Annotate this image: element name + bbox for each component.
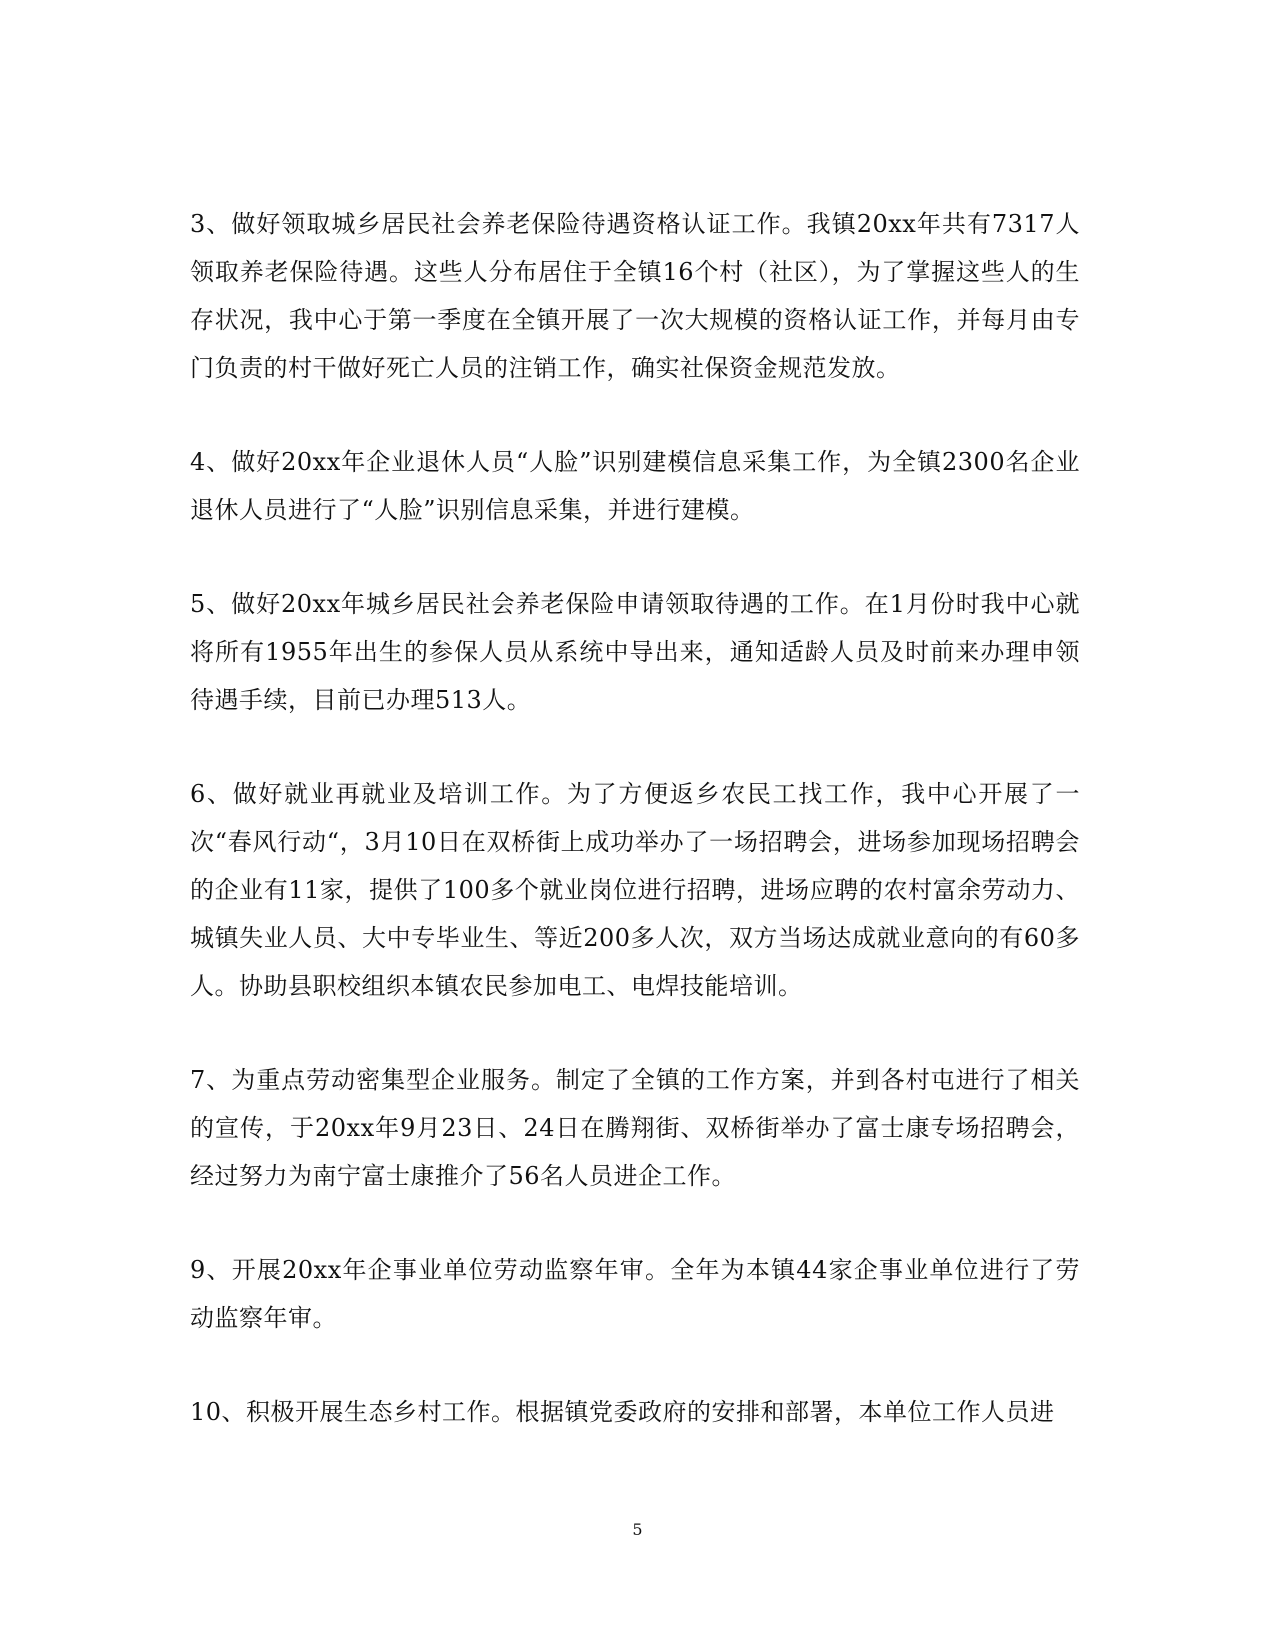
- paragraph-item-10: 10、积极开展生态乡村工作。根据镇党委政府的安排和部署，本单位工作人员进: [190, 1398, 1055, 1426]
- page-number: 5: [632, 1520, 643, 1539]
- document-body: [190, 200, 1080, 1436]
- paragraph-item-6: 6、做好就业再就业及培训工作。为了方便返乡农民工找工作，我中心开展了一次“春风行动“，3月10日在双桥街上成功举办了一场招聘会，进场参加现场招聘会的企业有11家，提供了100多个就业岗位进行招聘，进场应聘的农村富余劳动力、城镇失业人员、大中专毕业生、等近200多人次，双方当场达成就业意向的有60多人。协助县职校组织本镇农民参加电工、电焊技能培训。: [190, 780, 1080, 1000]
- paragraph-item-5: 5、做好20xx年城乡居民社会养老保险申请领取待遇的工作。在1月份时我中心就将所有1955年出生的参保人员从系统中导出来，通知适龄人员及时前来办理申领待遇手续，目前已办理513人。: [190, 590, 1080, 714]
- paragraph-item-3: 3、做好领取城乡居民社会养老保险待遇资格认证工作。我镇20xx年共有7317人领取养老保险待遇。这些人分布居住于全镇16个村（社区），为了掌握这些人的生存状况，我中心于第一季度在全镇开展了一次大规模的资格认证工作，并每月由专门负责的村干做好死亡人员的注销工作，确实社保资金规范发放。: [190, 210, 1080, 382]
- paragraph-item-4: 4、做好20xx年企业退休人员“人脸”识别建模信息采集工作，为全镇2300名企业退休人员进行了“人脸”识别信息采集，并进行建模。: [190, 448, 1080, 524]
- paragraph-item-7: 7、为重点劳动密集型企业服务。制定了全镇的工作方案，并到各村屯进行了相关的宣传，于20xx年9月23日、24日在腾翔街、双桥街举办了富士康专场招聘会，经过努力为南宁富士康推介了56名人员进企工作。: [190, 1066, 1080, 1190]
- paragraph-item-9: 9、开展20xx年企事业单位劳动监察年审。全年为本镇44家企事业单位进行了劳动监察年审。: [190, 1256, 1080, 1332]
